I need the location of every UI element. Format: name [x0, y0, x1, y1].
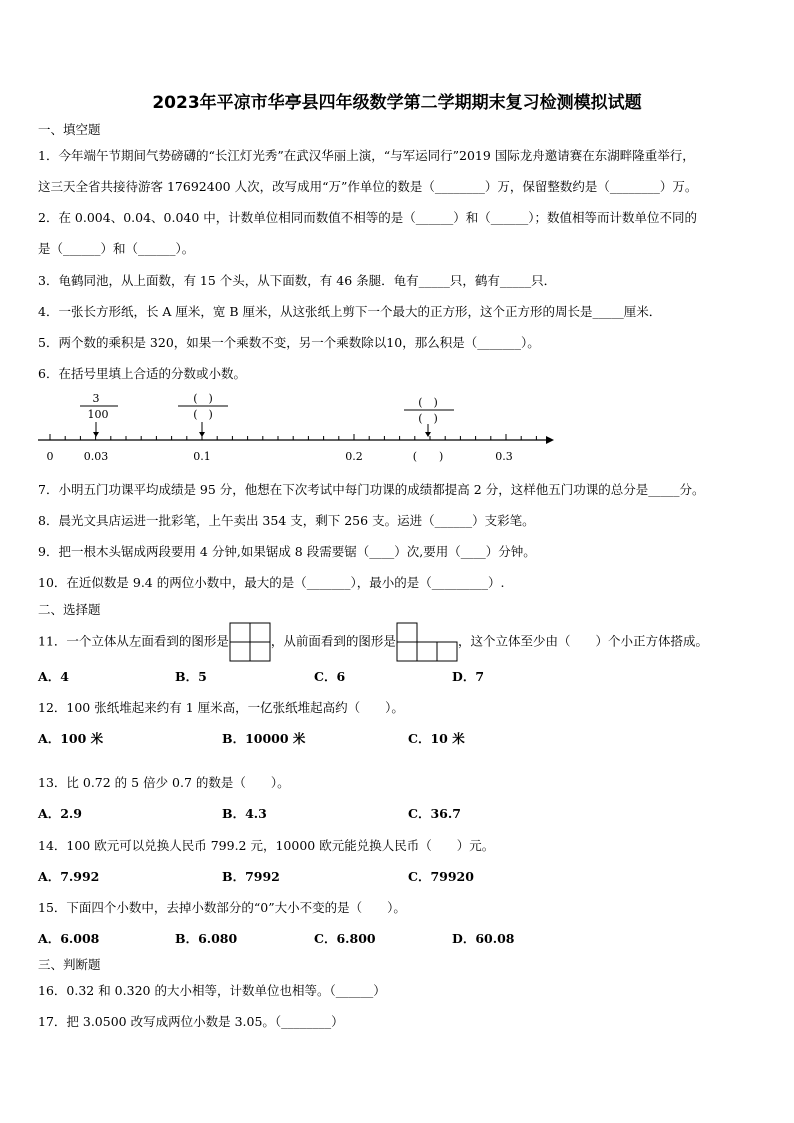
page-title: 2023年平凉市华亭县四年级数学第二学期期末复习检测模拟试题	[152, 93, 642, 113]
question-11	[38, 622, 708, 662]
question-15: 15．下面四个小数中，去掉小数部分的“0”大小不变的是（ ）。	[38, 900, 406, 915]
tick-label-01: 0.1	[193, 450, 211, 463]
section-heading-fill: 一、填空题	[38, 122, 101, 137]
q15-option-d: D．60.08	[452, 931, 515, 946]
question-8: 8．晨光文具店运进一批彩笔，上午卖出 354 支，剩下 256 支。运进（______）支彩笔。	[38, 513, 535, 528]
question-14: 14．100 欧元可以兑换人民币 799.2 元，10000 欧元能兑换人民币（ ）元。	[38, 838, 495, 853]
question-17: 17．把 3.0500 改写成两位小数是 3.05。（________）	[38, 1014, 344, 1029]
blank-fraction-den-1: ( )	[193, 408, 213, 421]
q12-option-c: C．10 米	[408, 731, 465, 746]
q14-option-b: B．7992	[222, 869, 280, 884]
q12-option-b: B．10000 米	[222, 731, 306, 746]
q13-option-b: B．4.3	[222, 806, 267, 821]
front-view-figure	[396, 622, 458, 662]
q15-option-b: B．6.080	[175, 931, 238, 946]
tick-label-blank: ( )	[412, 450, 444, 463]
question-5: 5．两个数的乘积是 320，如果一个乘数不变，另一个乘数除以10，那么积是（_______）。	[38, 335, 540, 350]
left-view-figure	[229, 622, 271, 662]
section-heading-choice: 二、选择题	[38, 602, 101, 617]
question-7: 7．小明五门功课平均成绩是 95 分，他想在下次考试中每门功课的成绩都提高 2 分，这样他五门功课的总分是_____分。	[38, 482, 705, 497]
question-9: 9．把一根木头锯成两段要用 4 分钟,如果锯成 8 段需要锯（____）次,要用（____）分钟。	[38, 544, 536, 559]
question-2-line-1: 2．在 0.004、0.04、0.040 中，计数单位相同而数值不相等的是（______）和（______）；数值相等而计数单位不同的	[38, 210, 698, 225]
blank-fraction-den-2: ( )	[418, 412, 438, 425]
question-11-text-c: ，这个立体至少由（ ）个小正方体搭成。	[457, 633, 708, 649]
question-12: 12．100 张纸堆起来约有 1 厘米高，一亿张纸堆起高约（ ）。	[38, 700, 404, 715]
q11-option-a: A．4	[38, 669, 69, 684]
question-13: 13．比 0.72 的 5 倍少 0.7 的数是（ ）。	[38, 775, 290, 790]
q11-option-c: C．6	[314, 669, 346, 684]
question-6: 6．在括号里填上合适的分数或小数。	[38, 366, 246, 381]
q15-option-c: C．6.800	[314, 931, 376, 946]
q13-option-a: A．2.9	[38, 806, 82, 821]
question-1-line-2: 这三天全省共接待游客 17692400 人次，改写成用“万”作单位的数是（________）万，保留整数约是（________）万。	[38, 179, 698, 194]
question-1-line-1: 1．今年端午节期间气势磅礴的“长江灯光秀”在武汉华丽上演，“与军运同行”2019 国际龙舟邀请赛在东湖畔隆重举行，	[38, 148, 695, 163]
fraction-numerator: 3	[92, 392, 100, 405]
section-heading-judge: 三、判断题	[38, 957, 101, 972]
q13-option-c: C．36.7	[408, 806, 461, 821]
q14-option-c: C．79920	[408, 869, 474, 884]
question-16: 16．0.32 和 0.320 的大小相等，计数单位也相等。（______）	[38, 983, 386, 998]
tick-label-02: 0.2	[345, 450, 363, 463]
question-4: 4．一张长方形纸，长 A 厘米，宽 B 厘米，从这张纸上剪下一个最大的正方形，这个正方形的周长是_____厘米．	[38, 304, 662, 319]
question-2-line-2: 是（______）和（______）。	[38, 241, 195, 256]
q14-option-a: A．7.992	[38, 869, 100, 884]
question-10: 10．在近似数是 9.4 的两位小数中，最大的是（_______），最小的是（_________）.	[38, 575, 505, 590]
question-11-text-b: ，从前面看到的图形是	[270, 633, 396, 649]
blank-fraction-num-1: ( )	[193, 392, 213, 405]
q11-option-b: B．5	[175, 669, 207, 684]
q15-option-a: A．6.008	[38, 931, 100, 946]
number-line-figure	[38, 392, 558, 467]
q11-option-d: D．7	[452, 669, 485, 684]
question-3: 3．龟鹤同池，从上面数，有 15 个头，从下面数，有 46 条腿．龟有_____只，鹤有_____只．	[38, 273, 557, 288]
blank-fraction-num-2: ( )	[418, 396, 438, 409]
q12-option-a: A．100 米	[38, 731, 104, 746]
fraction-denominator: 100	[87, 408, 109, 421]
question-11-text-a: 11．一个立体从左面看到的图形是	[38, 633, 229, 649]
tick-label-0: 0	[46, 450, 54, 463]
tick-label-03: 0.3	[495, 450, 513, 463]
tick-label-003: 0.03	[83, 450, 109, 463]
